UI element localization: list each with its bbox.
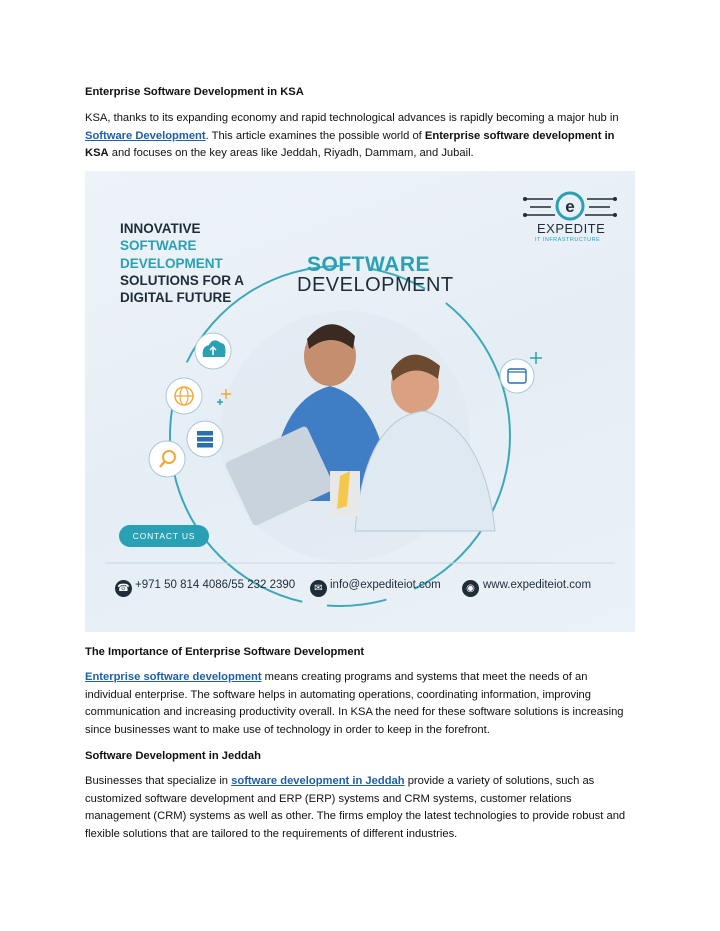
software-development-link[interactable]: Software Development xyxy=(85,129,206,142)
intro-text xyxy=(85,110,637,163)
intro-text-3: and focuses on the key areas like Jeddah, Riyadh, Dammam, and Jubail. xyxy=(108,147,474,159)
tagline-line-4: SOLUTIONS FOR A xyxy=(120,273,244,288)
banner-headline-1: SOFTWARE xyxy=(307,253,430,276)
section1-body: means creating programs and systems that meet the needs of an individual enterprise. The software helps in automating operations, coordinating information, improving communication and increasing productivity overall. In KSA the need for these software solutions is increasing since businesses want to make use of technology in order to keep in the forefront. xyxy=(85,671,624,736)
cloud-upload-icon xyxy=(195,333,231,369)
phone-number: +971 50 814 4086/55 232 2390 xyxy=(135,579,296,591)
tagline-line-3: DEVELOPMENT xyxy=(120,256,223,271)
section1-text xyxy=(85,669,637,739)
search-icon xyxy=(149,441,185,477)
logo-subtitle: IT INFRASTRUCTURE xyxy=(535,237,601,243)
section1-heading-block xyxy=(85,645,637,660)
intro-text-2: . This article examines the possible world of xyxy=(205,129,425,142)
website-url: www.expediteiot.com xyxy=(483,579,592,591)
section2-body-2: provide a variety of solutions, such as customized software development and ERP (ERP) systems and CRM systems, customer relations management (CRM) systems as well as other. The firms employ the latest technologies to provide robust and flexible solutions that are tailored to the requirements of different industries. xyxy=(85,775,626,840)
globe-icon xyxy=(166,378,202,414)
web-icon: ◉ xyxy=(462,580,479,597)
code-icon xyxy=(500,359,534,393)
tagline-line-5: DIGITAL FUTURE xyxy=(120,290,232,305)
mail-icon: ✉ xyxy=(310,580,327,597)
expedite-logo xyxy=(523,193,617,219)
banner-image xyxy=(85,171,635,632)
contact-us-button[interactable]: CONTACT US xyxy=(119,525,209,547)
section1-paragraph xyxy=(85,669,637,739)
section1-heading: The Importance of Enterprise Software Development xyxy=(85,646,365,658)
intro-text-1: KSA, thanks to its expanding economy and rapid technological advances is rapidly becoming a major hub in xyxy=(85,112,619,124)
article-title: Enterprise Software Development in KSA xyxy=(85,86,304,98)
section2-text xyxy=(85,773,637,843)
logo-name: EXPEDITE xyxy=(537,221,606,236)
tagline-line-2: SOFTWARE xyxy=(120,238,197,253)
tagline-line-1: INNOVATIVE xyxy=(120,221,201,236)
server-icon xyxy=(187,421,223,457)
banner-headline-2: DEVELOPMENT xyxy=(297,274,454,296)
section2-heading-block xyxy=(85,749,637,764)
intro-paragraph xyxy=(85,110,637,163)
software-development-jeddah-link[interactable]: software development in Jeddah xyxy=(231,775,405,787)
intro-bold: Enterprise software development in KSA xyxy=(85,129,615,159)
section2-heading: Software Development in Jeddah xyxy=(85,750,261,762)
section2-body-1: Businesses that specialize in xyxy=(85,775,232,787)
email-address: info@expediteiot.com xyxy=(330,579,441,591)
enterprise-software-development-link[interactable]: Enterprise software development xyxy=(85,671,262,683)
phone-icon: ☎ xyxy=(115,580,132,597)
section2-paragraph xyxy=(85,773,637,843)
article-title-block xyxy=(85,85,637,100)
svg-text:e: e xyxy=(565,197,575,216)
